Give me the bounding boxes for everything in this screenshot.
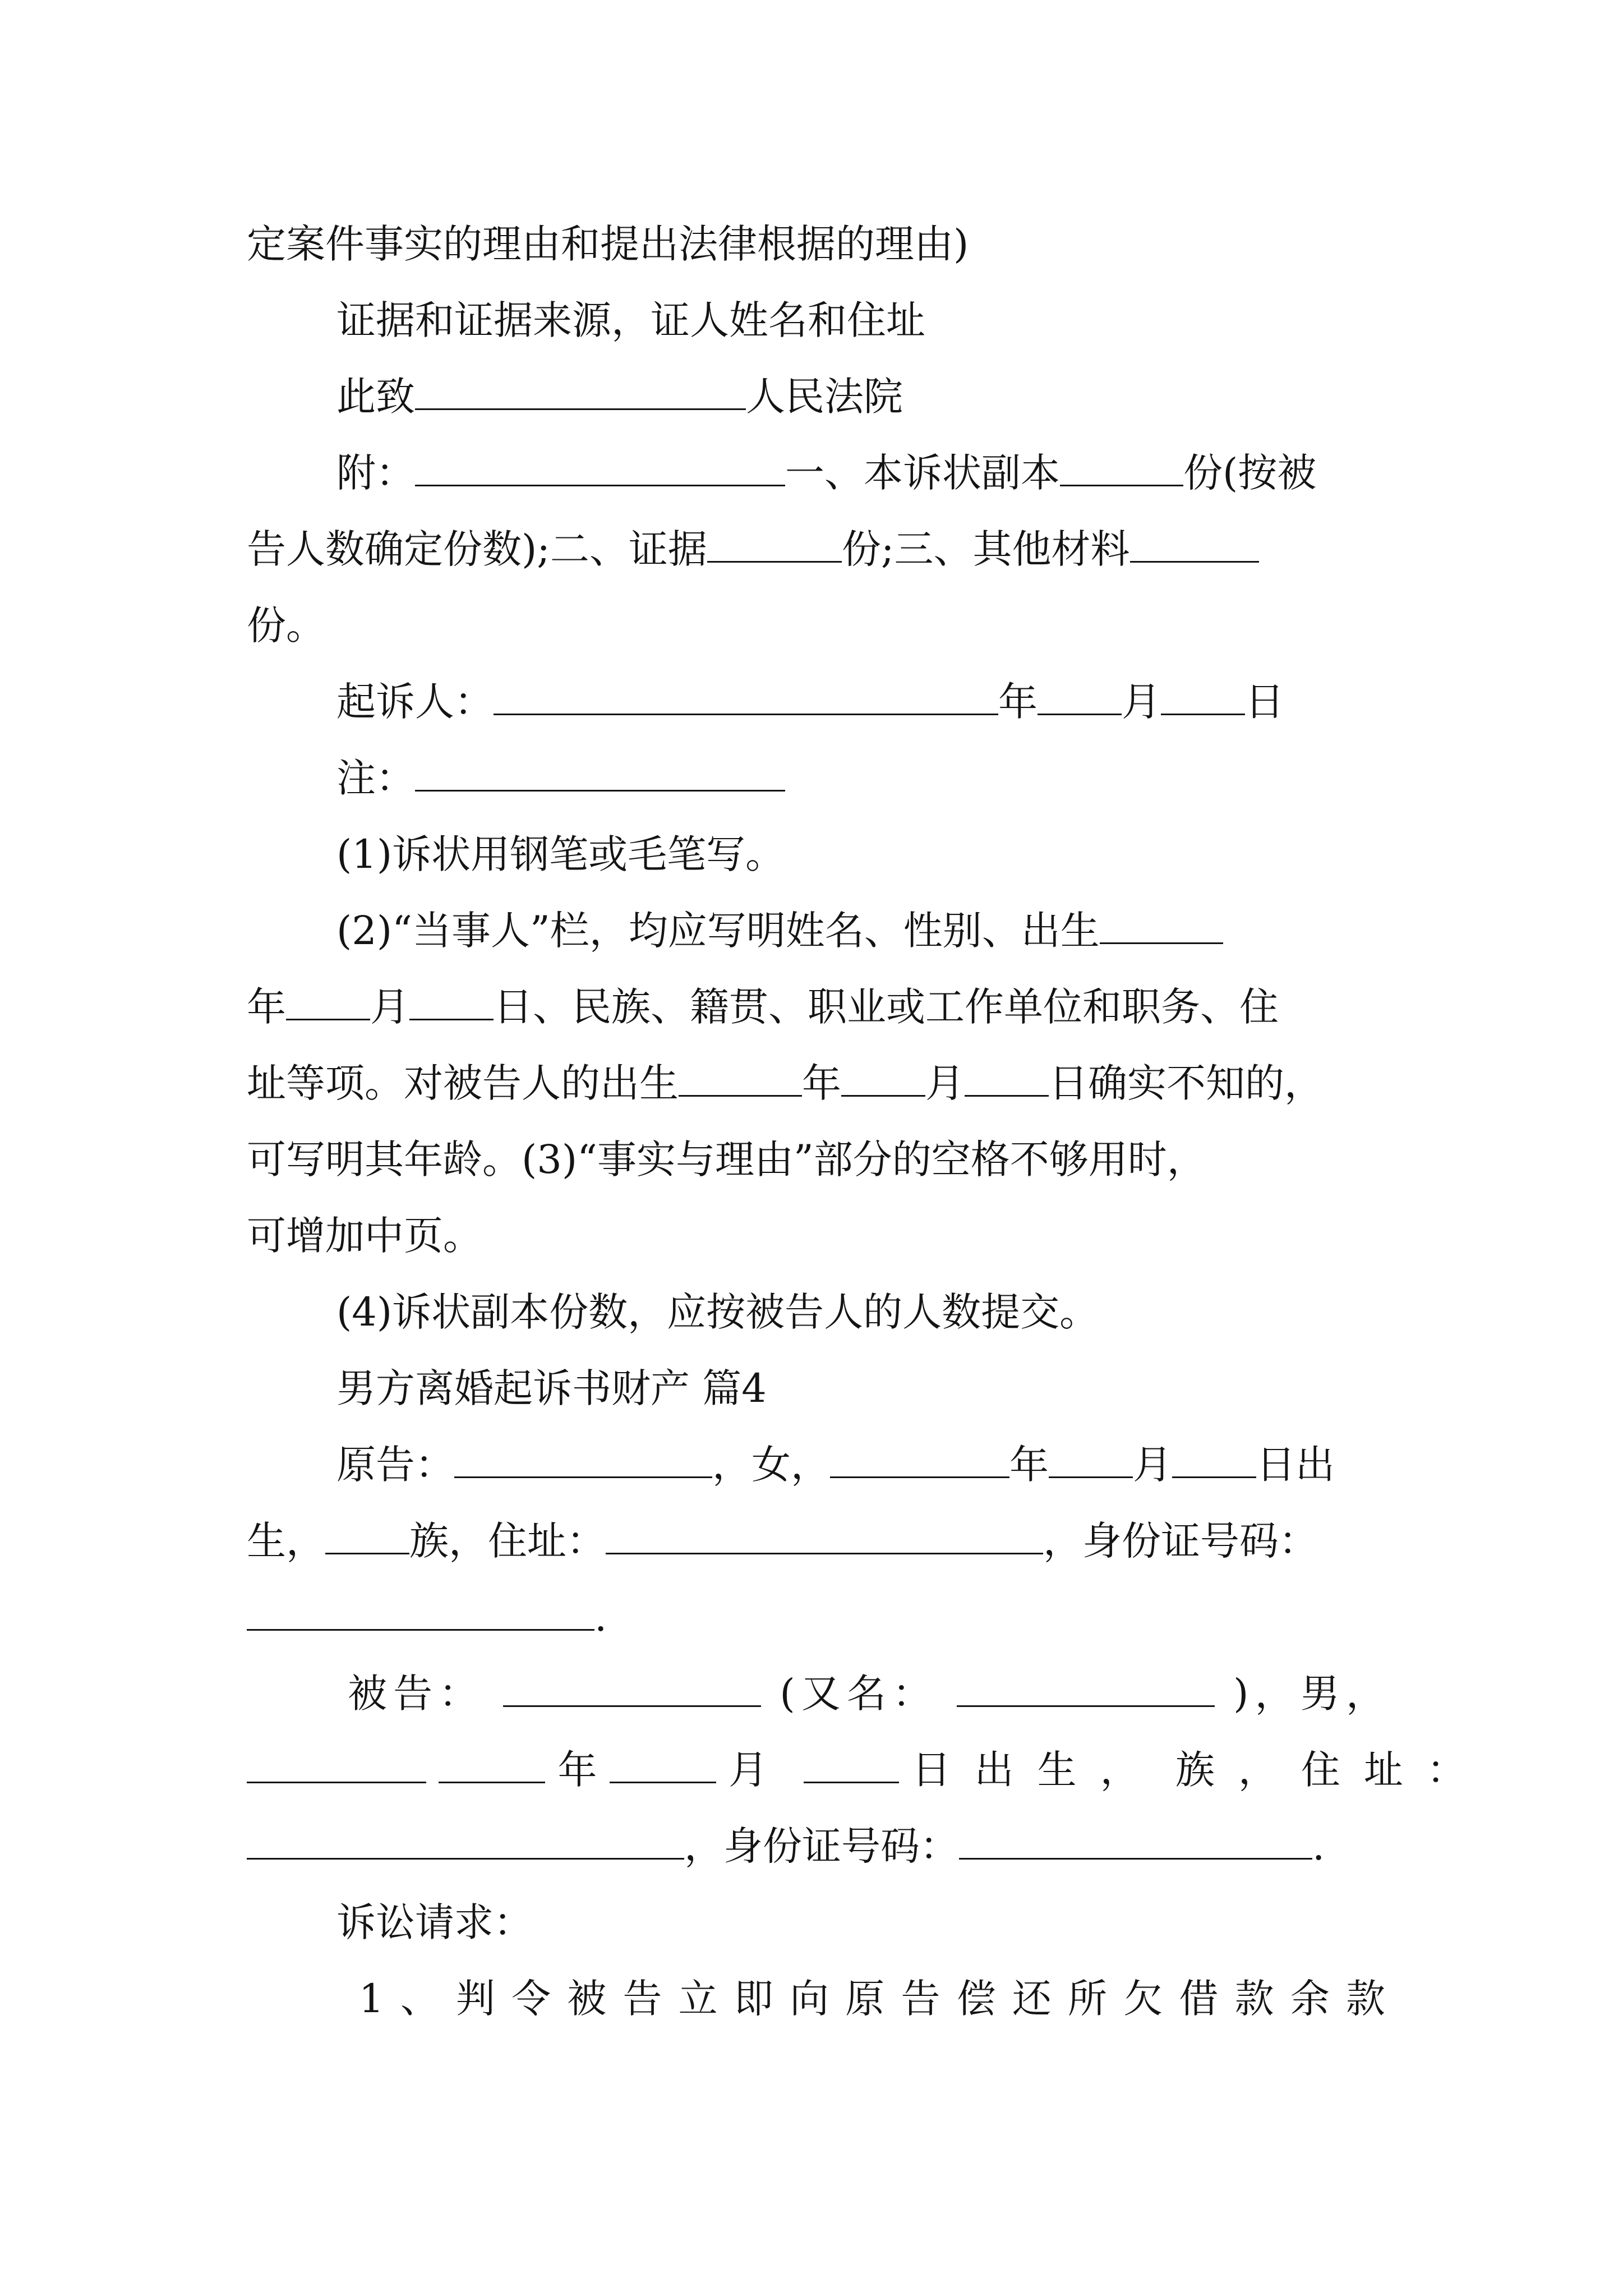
blank-line <box>439 1739 545 1783</box>
section-heading: 诉讼请求： <box>336 1899 533 1945</box>
plaintiff-line: 原告： ，女， 年 月 日出 <box>336 1434 1385 1496</box>
blank-line <box>804 1739 899 1783</box>
defendant-line: 被告： (又名： )，男， <box>348 1663 1385 1724</box>
text-line: 证据和证据来源，证人姓名和住址 <box>336 297 925 343</box>
blank-line <box>707 518 842 563</box>
blank-line <box>247 1739 426 1783</box>
blank-line <box>1060 442 1183 486</box>
blank-line <box>415 366 746 410</box>
note-line: 年 月 日、民族、籍贯、职业或工作单位和职务、住 <box>247 976 1385 1038</box>
blank-line <box>957 1663 1215 1707</box>
blank-line <box>247 1815 684 1860</box>
salutation-line: 此致 人民法院 <box>336 366 1385 427</box>
note-line: (2)“当事人”栏，均应写明姓名、性别、出生 <box>336 900 1385 961</box>
blank-line <box>247 1586 594 1631</box>
defendant-line: 年 月 日出生， 族，住址： <box>247 1739 1385 1801</box>
blank-line <box>1100 900 1223 944</box>
text-line: (1)诉状用钢笔或毛笔写。 <box>336 831 785 877</box>
attachment-line: 附： 一、本诉状副本 份(按被 <box>336 442 1385 504</box>
text-line: 可增加中页。 <box>247 1213 482 1259</box>
blank-line <box>409 976 494 1020</box>
blank-line <box>503 1663 761 1707</box>
blank-line <box>454 1434 712 1478</box>
blank-line <box>1049 1434 1133 1478</box>
note-line: 址等项。对被告人的出生 年 月 日确实不知的， <box>247 1052 1385 1114</box>
blank-line <box>841 1052 925 1097</box>
blank-line <box>1130 518 1259 563</box>
blank-line <box>679 1052 802 1097</box>
text-line: (4)诉状副本份数，应按被告人的人数提交。 <box>336 1289 1099 1335</box>
blank-line <box>494 671 998 715</box>
blank-line <box>830 1434 1009 1478</box>
claim-item: 1、判令被告立即向原告偿还所欠借款余款 <box>359 1976 1385 2022</box>
attachment-line: 告人数确定份数);二、证据 份;三、其他材料 <box>247 518 1385 580</box>
blank-line <box>415 442 785 486</box>
blank-line <box>610 1739 716 1783</box>
signature-line: 起诉人： 年 月 日 <box>336 671 1385 733</box>
plaintiff-line: . <box>247 1586 1385 1648</box>
section-heading: 男方离婚起诉书财产 篇4 <box>336 1365 767 1411</box>
blank-line <box>606 1510 1043 1554</box>
note-line: 注： <box>336 747 1385 809</box>
blank-line <box>959 1815 1312 1860</box>
text-line: 定案件事实的理由和提出法律根据的理由) <box>247 221 969 267</box>
defendant-line: ，身份证号码： . <box>247 1815 1385 1877</box>
blank-line <box>965 1052 1049 1097</box>
plaintiff-line: 生， 族，住址： ，身份证号码： <box>247 1510 1385 1572</box>
text-line: 可写明其年龄。(3)“事实与理由”部分的空格不够用时， <box>247 1137 1206 1182</box>
blank-line <box>1172 1434 1256 1478</box>
blank-line <box>286 976 370 1020</box>
blank-line <box>325 1510 409 1554</box>
blank-line <box>1161 671 1245 715</box>
text-line: 份。 <box>247 602 325 648</box>
blank-line <box>1038 671 1122 715</box>
blank-line <box>415 747 785 792</box>
